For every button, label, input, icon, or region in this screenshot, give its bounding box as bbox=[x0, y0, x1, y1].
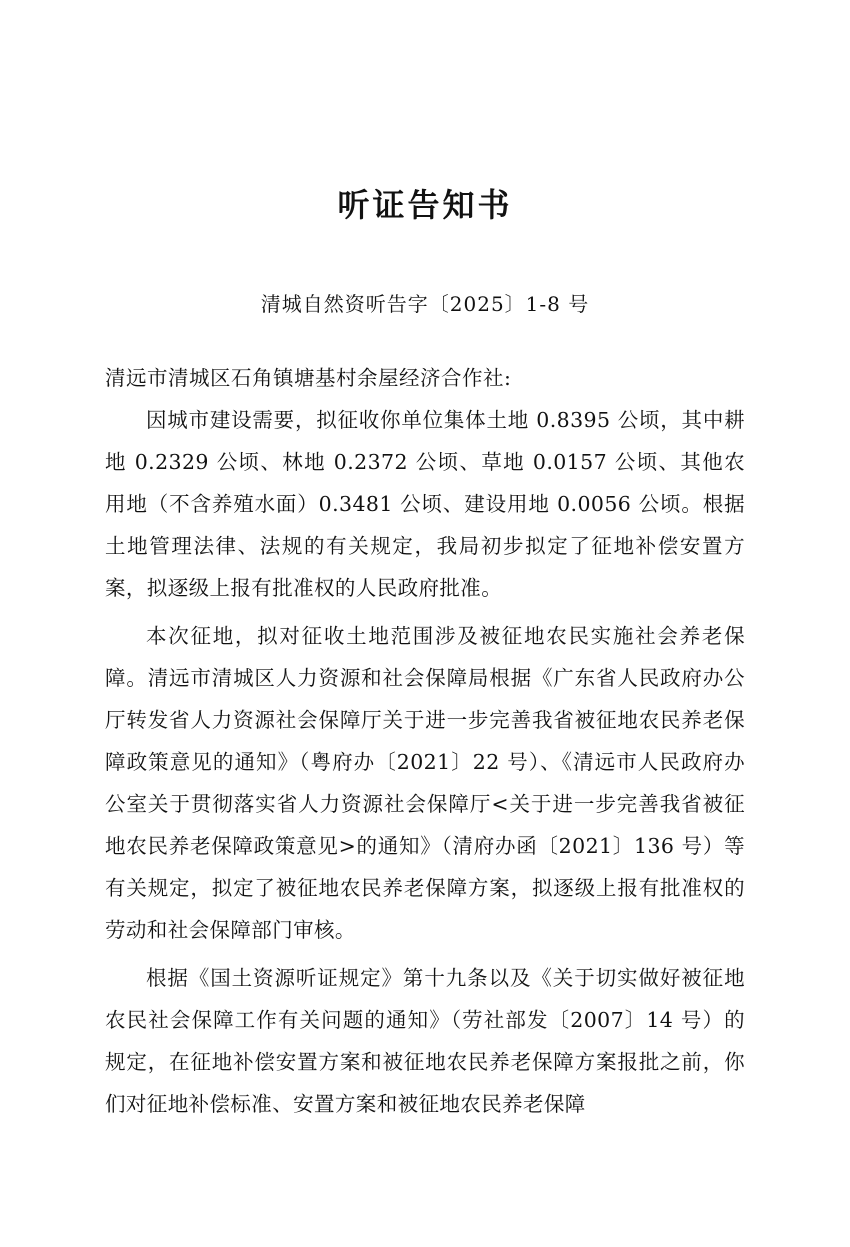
document-number: 清城自然资听告字〔2025〕1-8 号 bbox=[260, 292, 590, 316]
page-title: 听证告知书 bbox=[337, 186, 513, 224]
body-paragraph-2: 本次征地，拟对征收土地范围涉及被征地农民实施社会养老保障。清远市清城区人力资源和社会保障局根据《广东省人民政府办公厅转发省人力资源社会保障厅关于进一步完善我省被征地农民养老保障政策意见的通知》（粤府办〔2021〕22 号）、《清远市人民政府办公室关于贯彻落实省人力资源社会保障厅<关于进一步完善我省被征地农民养老保障政策意见>的通知》（清府办函〔2021〕136 号）等有关规定，拟定了被征地农民养老保障方案，拟逐级上报有批准权的劳动和社会保障部门审核。 bbox=[105, 624, 745, 942]
addressee-line: 清远市清城区石角镇塘基村余屋经济合作社: bbox=[105, 366, 512, 390]
body-paragraph-1: 因城市建设需要，拟征收你单位集体土地 0.8395 公顷，其中耕地 0.2329 公顷、林地 0.2372 公顷、草地 0.0157 公顷、其他农用地（不含养殖水面）0.3481 公顷、建设用地 0.0056 公顷。根据土地管理法律、法规的有关规定，我局初步拟定了征地补偿安置方案，拟逐级上报有批准权的人民政府批准。 bbox=[105, 408, 745, 600]
body-paragraph-3: 根据《国土资源听证规定》第十九条以及《关于切实做好被征地农民社会保障工作有关问题的通知》（劳社部发〔2007〕14 号）的规定，在征地补偿安置方案和被征地农民养老保障方案报批之前，你们对征地补偿标准、安置方案和被征地农民养老保障 bbox=[105, 966, 745, 1116]
